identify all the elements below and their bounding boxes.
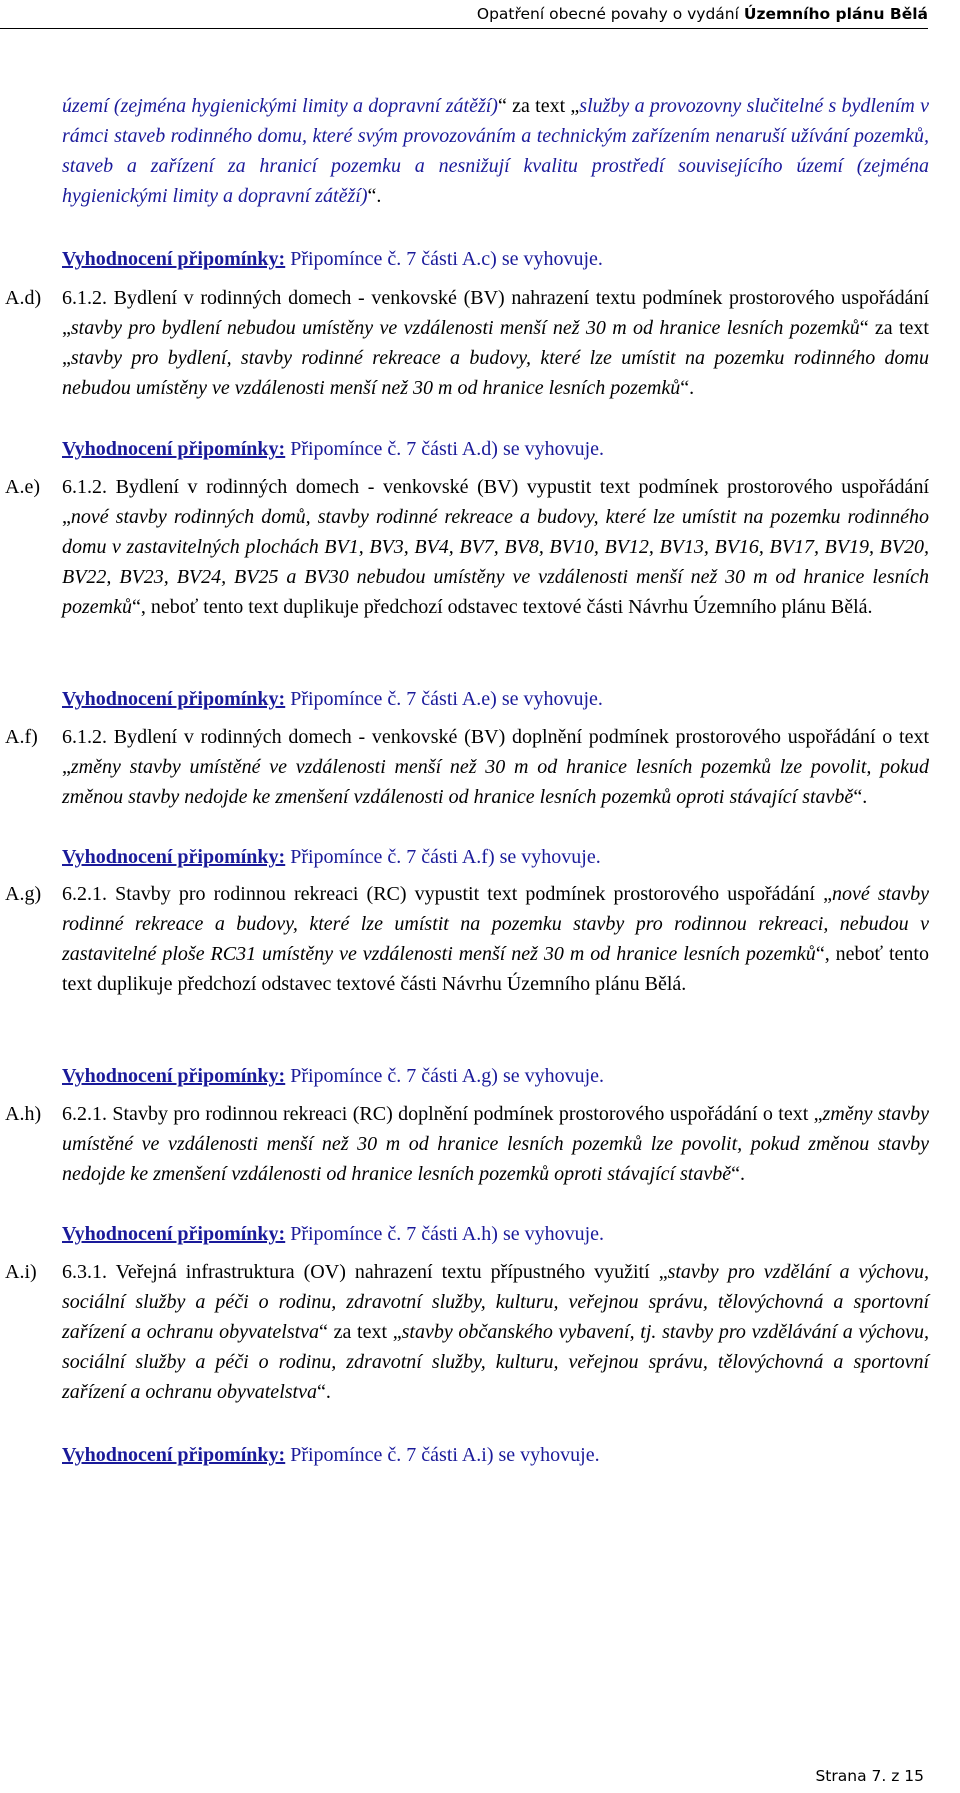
header-title-prefix: Opatření obecné povahy o vydání — [476, 5, 744, 23]
evaluation-text: Připomínce č. 7 části A.f) se vyhovuje. — [285, 846, 601, 868]
evaluation-label: Vyhodnocení připomínky: — [62, 438, 286, 460]
item-label-ah: A.h) — [5, 1103, 42, 1125]
item-quote-old: stavby občanského vybavení, tj. stavby pro vzdělávání a výchovu, sociální služby a péči o rodinu, zdravotní služby, kulturu, veřejnou správu, tělovýchovná a sportovní zařízení a ochranu obyvatelstva — [62, 1321, 930, 1403]
item-text: 6.1.2. Bydlení v rodinných domech - venkovské (BV) doplnění podmínek prostorového uspořádání o text „ — [62, 726, 929, 778]
item-quote-new: nové stavby rodinné rekreace a budovy, které lze umístit na pozemku stavby pro rodinnou rekreaci, nebudou v zastavitelné ploše RC31 umístěny ve vzdálenosti menší než 30 m od hranice lesních pozemků — [62, 883, 929, 965]
intro-paragraph — [62, 91, 929, 211]
item-text: “ za text „ — [319, 1321, 402, 1343]
intro-text-1: “ za text „ — [497, 95, 580, 117]
item-text: 6.3.1. Veřejná infrastruktura (OV) nahrazení textu přípustného využití „ — [62, 1261, 668, 1283]
item-quote-new: stavby pro vzdělání a výchovu, sociální služby a péči o rodinu, zdravotní služby, kulturu, veřejnou správu, tělovýchovná a sportovní zařízení a ochranu obyvatelstva — [62, 1261, 930, 1343]
item-evaluation-af — [62, 842, 929, 872]
item-text: 6.1.2. Bydlení v rodinných domech - venkovské (BV) vypustit text podmínek prostorového uspořádání „ — [62, 476, 929, 528]
item-text: 6.1.2. Bydlení v rodinných domech - venkovské (BV) nahrazení textu podmínek prostorového uspořádání „ — [62, 287, 929, 339]
item-text: “. — [853, 786, 868, 808]
item-paragraph-af — [62, 722, 929, 812]
item-paragraph-ai — [62, 1257, 929, 1407]
evaluation-label: Vyhodnocení připomínky: — [62, 1444, 286, 1466]
evaluation-text: Připomínce č. 7 části A.e) se vyhovuje. — [285, 688, 603, 710]
item-quote-new: stavby pro bydlení nebudou umístěny ve vzdálenosti menší než 30 m od hranice lesních pozemků — [70, 317, 860, 339]
item-text: 6.2.1. Stavby pro rodinnou rekreaci (RC) vypustit text podmínek prostorového uspořádání „ — [62, 883, 832, 905]
intro-italic-2: služby a provozovny slučitelné s bydlením v rámci staveb rodinného domu, které svým provozováním a technickým zařízením nenaruší užívání pozemků, staveb a zařízení za hranicí pozemku a nesnižují kvalitu prostředí souvisejícího území (zejména hygienickými limity a dopravní zátěží) — [62, 95, 929, 207]
item-quote-new: nové stavby rodinných domů, stavby rodinné rekreace a budovy, které lze umístit na pozemku rodinného domu v zastavitelných plochách BV1, BV3, BV4, BV7, BV8, BV10, BV12, BV13, BV16, BV17, BV19, BV20, BV22, BV23, BV24, BV25 a BV30 nebudou umístěny ve vzdálenosti menší než 30 m od hranice lesních pozemků — [62, 506, 929, 618]
intro-text-2: “. — [367, 185, 382, 207]
header-title-bold: Územního plánu Bělá — [743, 5, 928, 23]
item-evaluation-ag — [62, 1061, 929, 1091]
evaluation-label: Vyhodnocení připomínky: — [62, 688, 286, 710]
item-text: “ za text „ — [62, 317, 929, 369]
item-label-ad: A.d) — [5, 287, 42, 309]
item-text: “, neboť tento text duplikuje předchozí odstavec textové části Návrhu Územního plánu Bělá. — [62, 943, 929, 995]
item-quote-new: změny stavby umístěné ve vzdálenosti menší než 30 m od hranice lesních pozemků lze povolit, pokud změnou stavby nedojde ke zmenšení vzdálenosti od hranice lesních pozemků oproti stávající stavbě — [62, 756, 929, 808]
evaluation-text: Připomínce č. 7 části A.d) se vyhovuje. — [285, 438, 605, 460]
evaluation-text: Připomínce č. 7 části A.h) se vyhovuje. — [285, 1223, 605, 1245]
evaluation-text: Připomínce č. 7 části A.c) se vyhovuje. — [285, 248, 603, 270]
evaluation-text: Připomínce č. 7 části A.g) se vyhovuje. — [285, 1065, 605, 1087]
item-quote-new: změny stavby umístěné ve vzdálenosti menší než 30 m od hranice lesních pozemků lze povolit, pokud změnou stavby nedojde ke zmenšení vzdálenosti od hranice lesních pozemků oproti stávající stavbě — [62, 1103, 929, 1185]
item-quote-old: stavby pro bydlení, stavby rodinné rekreace a budovy, které lze umístit na pozemku rodinného domu nebudou umístěny ve vzdálenosti menší než 30 m od hranice lesních pozemků — [62, 347, 929, 399]
item-paragraph-ag — [62, 879, 929, 999]
item-paragraph-ae — [62, 472, 929, 622]
evaluation-label: Vyhodnocení připomínky: — [62, 1223, 286, 1245]
item-label-ag: A.g) — [5, 883, 42, 905]
page-header — [0, 0, 928, 29]
item-evaluation-ah — [62, 1219, 929, 1249]
evaluation-label: Vyhodnocení připomínky: — [62, 846, 286, 868]
item-evaluation-ad — [62, 434, 929, 464]
evaluation-label: Vyhodnocení připomínky: — [62, 248, 286, 270]
item-label-af: A.f) — [5, 726, 38, 748]
evaluation-label: Vyhodnocení připomínky: — [62, 1065, 286, 1087]
item-text: “. — [731, 1163, 746, 1185]
item-text: “, neboť tento text duplikuje předchozí odstavec textové části Návrhu Územního plánu Bělá. — [131, 596, 873, 618]
item-evaluation-ae — [62, 684, 929, 714]
item-evaluation-ai — [62, 1440, 929, 1470]
item-paragraph-ad — [62, 283, 929, 403]
item-label-ae: A.e) — [5, 476, 40, 498]
item-paragraph-ah — [62, 1099, 929, 1189]
intro-italic-1: území (zejména hygienickými limity a dopravní zátěží) — [62, 95, 498, 117]
item-label-ai: A.i) — [5, 1261, 37, 1283]
evaluation-text: Připomínce č. 7 části A.i) se vyhovuje. — [285, 1444, 600, 1466]
item-text: “. — [316, 1381, 331, 1403]
item-text: “. — [680, 377, 695, 399]
item-text: 6.2.1. Stavby pro rodinnou rekreaci (RC) doplnění podmínek prostorového uspořádání o text „ — [62, 1103, 823, 1125]
page-number: Strana 7. z 15 — [815, 1767, 924, 1785]
intro-evaluation — [62, 244, 929, 274]
